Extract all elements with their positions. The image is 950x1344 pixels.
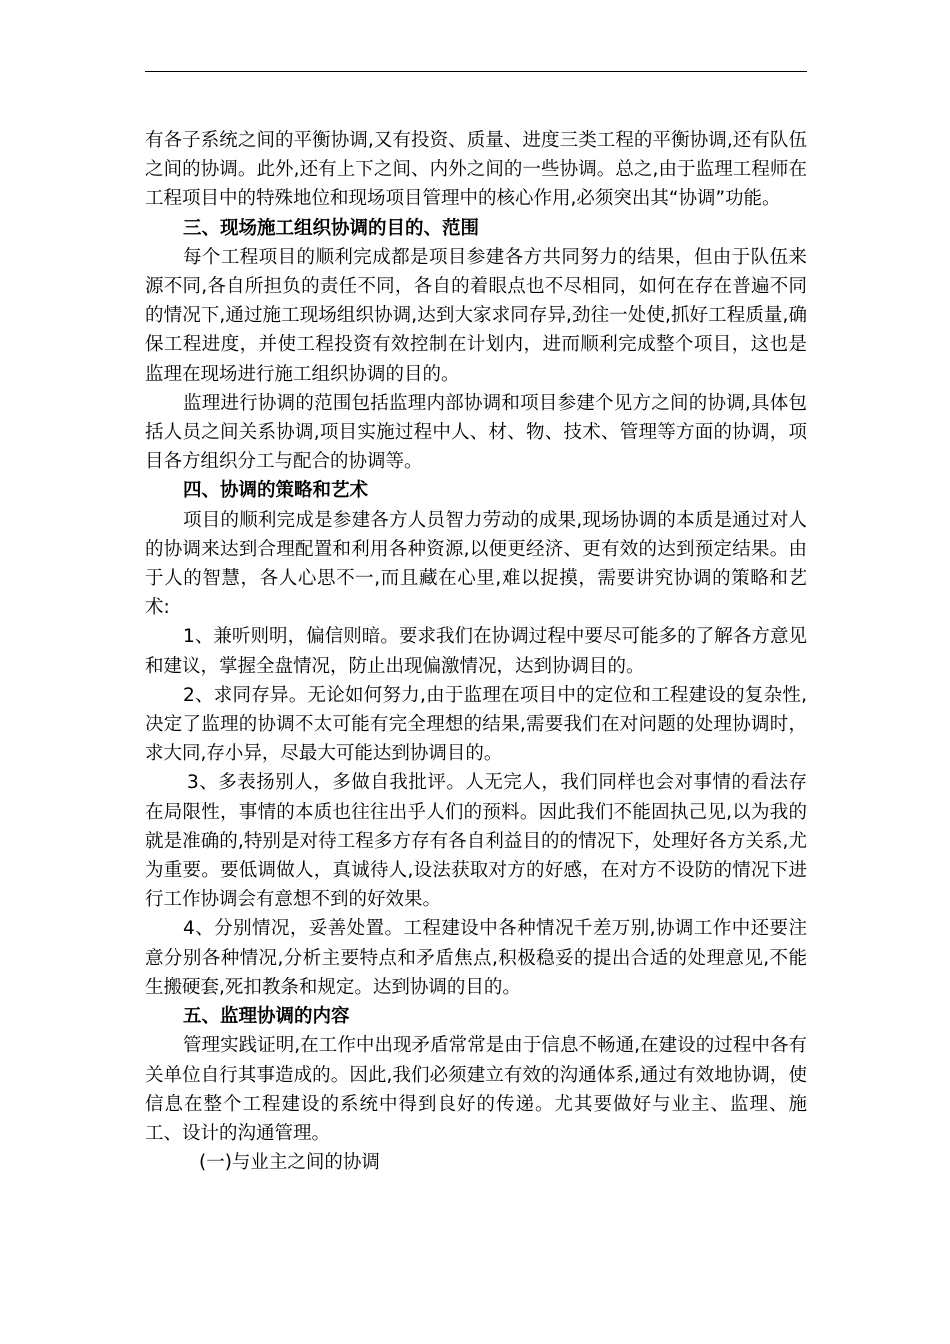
paragraph-continuation: 有各子系统之间的平衡协调,又有投资、质量、进度三类工程的平衡协调,还有队伍之间的协调。此外,还有上下之间、内外之间的一些协调。总之,由于监理工程师在工程项目中的特殊地位和现场项目管理中的核心作用,必须突出其“协调”功能。	[145, 130, 807, 210]
paragraph: 每个工程项目的顺利完成都是项目参建各方共同努力的结果，但由于队伍来源不同,各自所担负的责任不同，各自的着眼点也不尽相同，如何在存在普遍不同的情况下,通过施工现场组织协调,达到大家求同存异,劲往一处使,抓好工程质量,确保工程进度，并使工程投资有效控制在计划内，进而顺利完成整个项目，这也是监理在现场进行施工组织协调的目的。	[145, 246, 807, 385]
list-item: 2、求同存异。无论如何努力,由于监理在项目中的定位和工程建设的复杂性,决定了监理的协调不太可能有完全理想的结果,需要我们在对问题的处理协调时，求大同,存小异，尽最大可能达到协调目的。	[145, 684, 807, 765]
paragraph: 监理进行协调的范围包括监理内部协调和项目参建个见方之间的协调,具体包括人员之间关系协调,项目实施过程中人、材、物、技术、管理等方面的协调，项目各方组织分工与配合的协调等。	[145, 392, 807, 473]
paragraph: 管理实践证明,在工作中出现矛盾常常是由于信息不畅通,在建设的过程中各有关单位自行其事造成的。因此,我们必须建立有效的沟通体系,通过有效地协调，使信息在整个工程建设的系统中得到良好的传递。尤其要做好与业主、监理、施工、设计的沟通管理。	[145, 1035, 807, 1144]
section-heading-4: 四、协调的策略和艺术	[183, 480, 369, 502]
paragraph: 项目的顺利完成是参建各方人员智力劳动的成果,现场协调的本质是通过对人的协调来达到合理配置和利用各种资源,以便更经济、更有效的达到预定结果。由于人的智慧，各人心思不一,而且藏在心里,难以捉摸，需要讲究协调的策略和艺术:	[145, 509, 807, 619]
subsection-heading: (一)与业主之间的协调	[199, 1152, 380, 1174]
section-heading-5: 五、监理协调的内容	[183, 1006, 350, 1028]
list-item: 1、兼听则明，偏信则暗。要求我们在协调过程中要尽可能多的了解各方意见和建议，掌握全盘情况，防止出现偏激情况，达到协调目的。	[145, 626, 807, 677]
section-heading-3: 三、现场施工组织协调的目的、范围	[183, 217, 480, 239]
header-rule	[145, 71, 807, 72]
document-body	[145, 126, 807, 1177]
list-item: 4、分别情况，妥善处置。工程建设中各种情况千差万别,协调工作中还要注意分别各种情况,分析主要特点和矛盾焦点,积极稳妥的提出合适的处理意见,不能生搬硬套,死扣教条和规定。达到协调的目的。	[145, 918, 807, 998]
list-item: 3、多表扬别人，多做自我批评。人无完人，我们同样也会对事情的看法存在局限性，事情的本质也往往出乎人们的预料。因此我们不能固执己见,以为我的就是准确的,特别是对待工程多方存有各自利益目的的情况下，处理好各方关系,尤为重要。要低调做人，真诚待人,设法获取对方的好感，在对方不设防的情况下进行工作协调会有意想不到的好效果。	[145, 772, 807, 911]
